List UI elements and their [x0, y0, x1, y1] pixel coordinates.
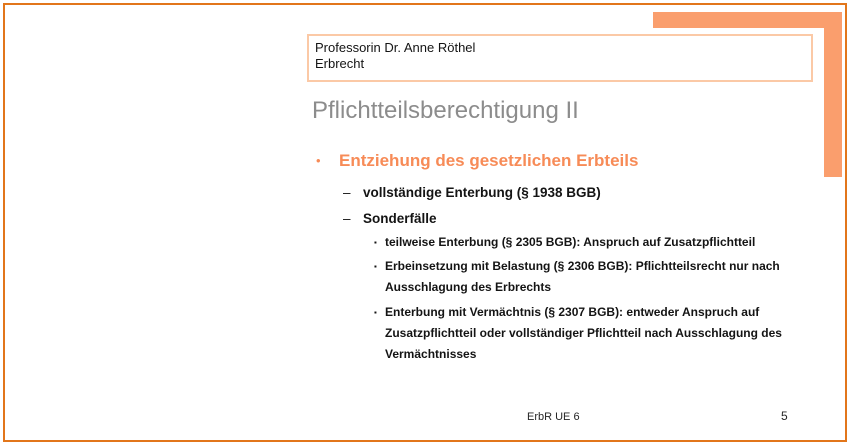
- bullet-text: [385, 256, 833, 298]
- bullet-text-line: Erbeinsetzung mit Belastung (§ 2306 BGB): Pflichtteilsrecht nur nach: [385, 259, 780, 273]
- bullet-text-line: Vermächtnisses: [385, 347, 477, 361]
- dash-bullet-icon: –: [343, 211, 351, 226]
- bullet-item-level2: [343, 210, 437, 227]
- header-subject: Erbrecht: [315, 56, 365, 71]
- bullet-text-line: Enterbung mit Vermächtnis (§ 2307 BGB): entweder Anspruch auf: [385, 305, 760, 319]
- square-bullet-icon: ▪: [374, 238, 377, 247]
- bullet-text: vollständige Enterbung (§ 1938 BGB): [363, 185, 601, 200]
- slide-title: Pflichtteilsberechtigung II: [312, 97, 579, 124]
- square-bullet-icon: ▪: [374, 308, 377, 317]
- bullet-item-level2: [343, 184, 601, 201]
- slide-page-number: 5: [781, 409, 788, 423]
- header-author: Professorin Dr. Anne Röthel: [315, 40, 476, 55]
- bullet-text-line: Ausschlagung des Erbrechts: [385, 280, 552, 294]
- dash-bullet-icon: –: [343, 185, 351, 200]
- corner-accent-bar-horizontal: [653, 12, 842, 28]
- bullet-text: Sonderfälle: [363, 211, 437, 226]
- bullet-item-level3: [374, 232, 833, 253]
- bullet-text: [385, 302, 833, 365]
- bullet-text-line: teilweise Enterbung (§ 2305 BGB): Anspruch auf Zusatzpflichtteil: [385, 235, 756, 249]
- bullet-item-level1: [316, 150, 638, 171]
- footer-course-label: ErbR UE 6: [527, 411, 580, 423]
- bullet-item-level3: [374, 256, 833, 298]
- bullet-item-level3: [374, 302, 833, 365]
- heading-text: Entziehung des gesetzlichen Erbteils: [339, 151, 639, 170]
- header-box: [307, 34, 813, 82]
- bullet-text-line: Zusatzpflichtteil oder vollständiger Pflichtteil nach Ausschlagung des: [385, 326, 782, 340]
- dot-bullet-icon: •: [316, 153, 321, 168]
- corner-accent-bar-vertical: [824, 12, 842, 177]
- square-bullet-icon: ▪: [374, 262, 377, 271]
- bullet-text: [385, 232, 833, 253]
